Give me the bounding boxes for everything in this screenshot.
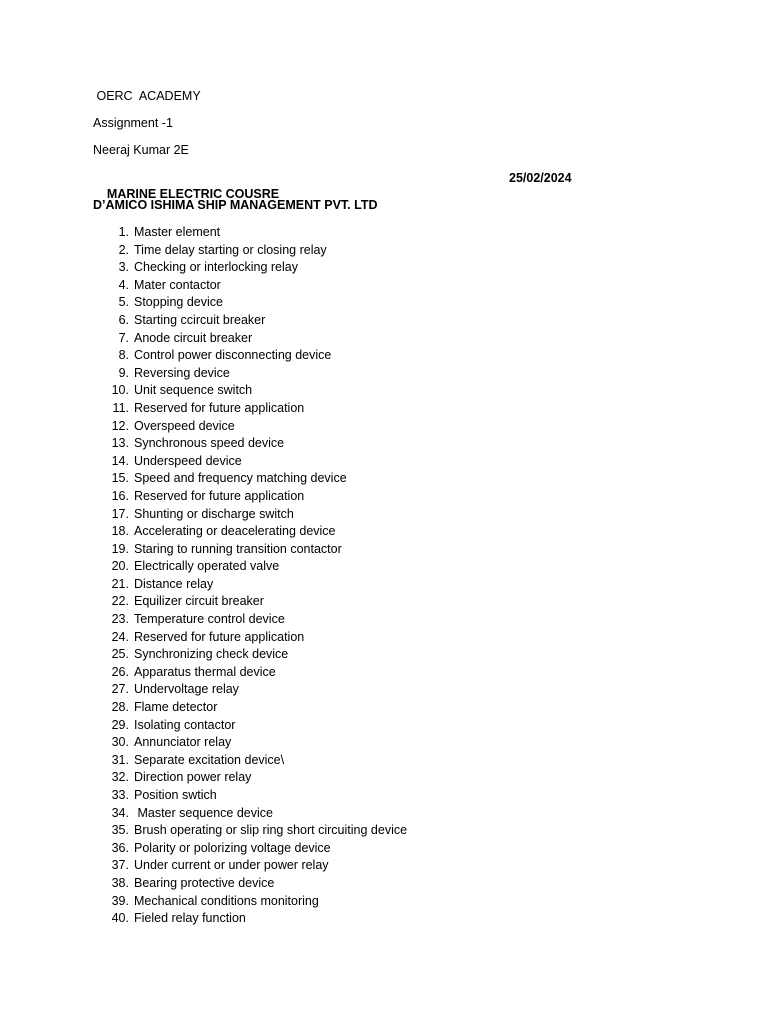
list-item [93,611,407,629]
list-item [93,769,407,787]
list-item [93,840,407,858]
list-item-number: 39. [111,893,129,908]
list-item-number: 5. [118,295,129,310]
list-item-text: Time delay starting or closing relay [134,242,327,257]
list-item [93,242,407,260]
list-item-number: 8. [118,348,129,363]
assignment-title: Assignment -1 [93,116,173,130]
list-item-number: 20. [111,559,129,574]
list-item [93,681,407,699]
list-item-number: 40. [111,911,129,926]
list-item-text: Under current or under power relay [134,858,329,873]
list-item-number: 22. [111,594,129,609]
list-item-text: Flame detector [134,700,218,715]
list-item-number: 21. [111,576,129,591]
list-item-number: 36. [111,840,129,855]
list-item-text: Reserved for future application [134,629,305,644]
list-item-text: Staring to running transition contactor [134,541,342,556]
list-item [93,875,407,893]
list-item-text: Unit sequence switch [134,383,253,398]
list-item-text: Annunciator relay [134,735,232,750]
list-item-number: 11. [112,400,129,415]
list-item-number: 6. [118,312,129,327]
list-item-text: Polarity or polorizing voltage device [134,840,331,855]
date: 25/02/2024 [509,171,572,185]
list-item [93,470,407,488]
list-item [93,699,407,717]
list-item [93,593,407,611]
list-item-text: Shunting or discharge switch [134,506,294,521]
list-item-number: 33. [111,788,129,802]
list-item [93,312,407,330]
list-item-text: Control power disconnecting device [134,348,332,363]
list-item-number: 29. [111,717,129,732]
list-item [93,664,407,682]
list-item-number: 28. [111,700,129,715]
list-item [93,629,407,647]
company-name: D’AMICO ISHIMA SHIP MANAGEMENT PVT. LTD [93,198,378,212]
list-item [93,541,407,559]
list-item [93,418,407,436]
list-item-text: Underspeed device [134,453,242,468]
list-item-text: Speed and frequency matching device [134,471,347,486]
list-item-number: 23. [111,612,129,627]
list-item-text: Direction power relay [134,770,252,785]
list-item [93,717,407,735]
list-item-number: 9. [118,365,129,380]
list-item [93,435,407,453]
student-name: Neeraj Kumar 2E [93,143,189,157]
list-item [93,576,407,594]
list-item [93,224,407,242]
list-item [93,277,407,295]
list-item-text: Brush operating or slip ring short circuiting device [134,823,408,838]
list-item-text: Undervoltage relay [134,682,239,697]
list-item [93,347,407,365]
list-item-number: 32. [111,770,129,785]
list-item-text: Mechanical conditions monitoring [134,893,319,908]
list-item-number: 1. [118,225,129,239]
list-item [93,646,407,664]
academy-title: OERC ACADEMY [93,89,201,103]
list-item [93,822,407,840]
list-item-text: Starting ccircuit breaker [134,312,266,327]
list-item-number: 37. [111,858,129,873]
list-item [93,259,407,277]
list-item-text: Mater contactor [134,277,221,292]
list-item-text: Reserved for future application [134,400,305,415]
list-item [93,893,407,911]
list-item-number: 19. [111,541,129,556]
list-item [93,558,407,576]
list-item-number: 10. [111,383,129,398]
list-item-text: Fieled relay function [134,911,246,926]
list-item [93,294,407,312]
list-item-number: 30. [111,735,129,750]
list-item [93,857,407,875]
list-item [93,365,407,383]
list-item-number: 34. [111,805,129,820]
list-item-text: Master element [134,225,221,239]
list-item-text: Separate excitation device\ [134,752,285,767]
list-item-number: 14. [111,453,129,468]
list-item [93,488,407,506]
list-item-number: 26. [111,664,129,679]
list-item [93,805,407,823]
list-item-text: Position swtich [134,788,217,802]
list-item-number: 35. [111,823,129,838]
list-item-text: Distance relay [134,576,214,591]
list-item-text: Synchronous speed device [134,436,285,451]
list-item [93,910,407,928]
list-item-text: Electrically operated valve [134,559,280,574]
list-item-text: Synchronizing check device [134,647,289,662]
list-item-number: 31. [111,752,129,767]
course-title: MARINE ELECTRIC COUSRE [106,187,280,201]
list-item [93,506,407,524]
list-item-text: Apparatus thermal device [134,664,276,679]
list-item [93,752,407,770]
list-item-number: 2. [118,242,129,257]
device-list [93,224,407,928]
list-item [93,787,407,805]
list-item-text: Reserved for future application [134,488,305,503]
list-item-number: 7. [118,330,129,345]
list-item-text: Bearing protective device [134,875,275,890]
list-item-number: 12. [111,418,129,433]
list-item-number: 38. [111,875,129,890]
list-item-number: 24. [111,629,129,644]
list-item-text: Equilizer circuit breaker [134,594,264,609]
list-item-number: 15. [111,471,129,486]
list-item-text: Stopping device [134,295,223,310]
list-item [93,734,407,752]
list-item-text: Reversing device [134,365,230,380]
list-item-number: 27. [111,682,129,697]
list-item-text: Anode circuit breaker [134,330,253,345]
list-item-number: 3. [118,260,129,275]
list-item-text: Checking or interlocking relay [134,260,298,275]
list-item-number: 16. [111,488,129,503]
list-item-number: 18. [111,524,129,539]
list-item-number: 17. [111,506,129,521]
list-item [93,382,407,400]
list-item [93,330,407,348]
list-item [93,400,407,418]
list-item-text: Overspeed device [134,418,235,433]
list-item-text: Master sequence device [134,805,273,820]
list-item [93,453,407,471]
list-item-number: 13. [111,436,129,451]
list-item-text: Isolating contactor [134,717,236,732]
list-item-number: 4. [118,277,129,292]
list-item-text: Temperature control device [134,612,285,627]
list-item-text: Accelerating or deacelerating device [134,524,336,539]
list-item-number: 25. [111,647,129,662]
list-item [93,523,407,541]
